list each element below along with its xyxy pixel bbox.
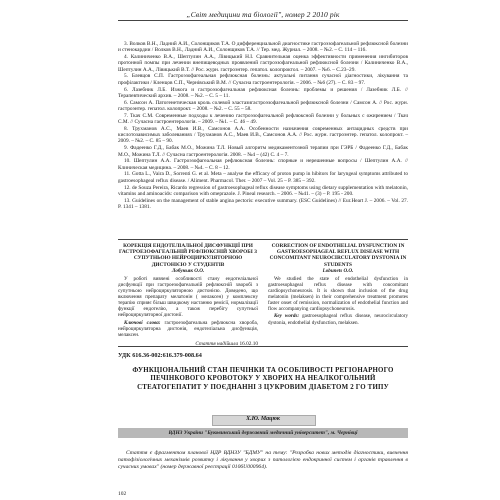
- reference-item: 11. Gotta L., Vaira D., Sorrenti G. et al. Meta – analyse the efficacy of proton pump in hibitors for laryngeal symptoms attributed to gastroesophageal reflux disease. / Aliment. Pharmacol. Ther. – 2007 – Vol. 25 – P. 385 – 392.: [118, 171, 408, 184]
- article-intro: Стаття є фрагментом планової НДР ВДНЗУ "БДМУ" на тему: "Розробка нових методів діагностики, вивчення патофізіологічних механізмів розвитку і лікування у хворих з патологією ендокринної систем і органів травлення в сучасних умовах" (номер державної реєстрації 0106U000964).: [118, 450, 408, 470]
- page-number: 102: [118, 491, 127, 497]
- reference-item: 13. Guidelines on the management of stable angina pectoris: executive summary. (ESC Guidelines) // Eur.Heart J. – 2006. – Vol. 27. P. 1341 – 1381.: [118, 197, 408, 210]
- article-title: ФУНКЦІОНАЛЬНИЙ СТАН ПЕЧІНКИ ТА ОСОБЛИВОСТІ РЕГІОНАРНОГО ПЕЧІНКОВОГО КРОВОТОКУ У ХВОРИХ НА НЕАЛКОГОЛЬНИЙ СТЕАТОГЕПАТИТ У ПОЄДНАННІ З ЦУКРОВИМ ДІАБЕТОМ 2 ГО ТИПУ: [132, 367, 394, 391]
- section-divider: [118, 239, 408, 240]
- abstract-body: У роботі вивчені особливості стану ендотеліальної дисфункції при гастроезофагеальній рефлюксній хворобі з супутньою нейроциркуляторною дистонією. Доведено, що включення препарату мелатонін ( мелаксен) у комплексну терапію сприяє більш швидкому настанню ремісії, нормалізації функції ендотелію, а також перебігу супутньої нейроциркуляторної дистонії.: [118, 275, 258, 319]
- reference-item: 3. Волков В.Н., Ладний А.И., Солонщиков Т.А. О дифференциальной диагностике гастроэзофагеальной рефлюксной болезни и стенокардии / Волков В.Н., Ладний А.И., Солонщиков Т.А. // Тер. мед. Журнал. – 2008. – №2. – С. 114 – 116.: [118, 41, 408, 54]
- reference-item: 10. Шептулин А.А. Гастроэзофагеальная рефлюксная болезнь: спорные и нерешенные вопросы / Шептулин А.А. // Клиническая медицина. – 2008. – №4. – С. 8 – 12.: [118, 158, 408, 171]
- header-rule: [118, 20, 408, 21]
- reference-item: 12. de Souza Pereira, Ricardo regression of gastroesophageal reflux disease symptoms using dietary supplementation with melatonin, vitamins and aminoacids: comparison with omeprazole. J. Pineal research. – 2006. – №41. – (3) – P. 195 - 200.: [118, 184, 408, 197]
- udc-code: УДК 616.36-002:616.379-008.64: [118, 352, 202, 359]
- keywords-label: Key words:: [274, 313, 300, 320]
- reference-item: 6. Самсон А. Патогенетическая кроль солевой эластазигастроэзофагеальной рефлюксной болезни / Самсон А. // Рос. журн. гастроэнтер. гепатол. колопрокт. – 2008. – №2. – С. 55 – 58.: [118, 99, 408, 112]
- received-label: Стаття надійшла: [195, 340, 239, 347]
- abstract-authors: Лобуньяк О.О.: [171, 267, 205, 274]
- abstract-authors: Lobunets O.O.: [322, 267, 354, 274]
- abstract-english: [268, 243, 408, 327]
- reference-item: 6. Лазебник Л.Б. Изжога и гастроэзофагеальная рефлюксная болезнь: проблемы и решения / Лазебник Л.Б. // Терапевтический архив. – 2008. – №2. – С. 5 – 11.: [118, 86, 408, 99]
- abstract-keywords: [268, 313, 408, 325]
- abstract-keywords: [118, 320, 258, 338]
- reference-item: 7. Ткач С.М. Современные подходы к лечению гастроэзофагеальной рефлюксной болезни у больных с ожирением / Ткач С.М. // Сучасна гастроентерологія. – 2009. – №1. – С. 46 – 49.: [118, 112, 408, 126]
- journal-header: „Світ медицини та біології", номер 2 2010 рік: [186, 10, 340, 19]
- keywords-label: Ключові слова:: [124, 319, 161, 326]
- reference-item: 9. Фадеенко Г.Д., Бабак М.О., Можина Т.Л. Новый алгоритм медикаментозной терапии при ГЭРБ / Фадеенко Г.Д., Бабак М.О., Можина Т.Л. // Сучасна гастроентерологія. 2008. – №4 – (42) С. 4 – 7.: [118, 145, 408, 158]
- abstract-title: КОРЕКЦІЯ ЕНДОТЕЛІАЛЬНОЇ ДИСФУНКЦІЇ ПРИ ГАСТРОЕЗОФАГЕАЛЬНІЙ РЕФЛЮКСНІЙ ХВОРОБІ З СУПУТНЬОЮ НЕЙРОЦИРКУЛЯТОРНОЮ ДИСТОНІЄЮ У СТУДЕНТІВ: [119, 243, 257, 268]
- reference-item: 5. Блевцов С.П. Гастроэзофагеальная рефлюксная болезнь: актуальні питання сучасної діагностики, лікування та профілактики / Кленцов С.П., Чернівський В.М. // Сучасна гастроентерологія. – 2006. – №6 (27). – С. 83 – 97.: [118, 73, 408, 86]
- abstract-title: CORRECTION OF ENDOTHELIAL DYSFUNCTION IN GASTROESOPHAGEAL REFLUX DISEASE WITH CONCOMITANT NEUROCIRCULATORY DYSTONIA IN STUDENTS: [269, 243, 407, 268]
- keywords-text: гастроезофагеальна рефлюксна хвороба, нейроциркуляторна дистонія, ендотеліальна дисфункція, мелаксен.: [118, 319, 258, 338]
- received-date: 16.02.10: [239, 340, 258, 347]
- abstract-ukrainian: [118, 243, 258, 347]
- institution-name: ВДНЗ України "Буковинський державний медичний університет", м. Чернівці: [168, 430, 358, 436]
- abstract-body: We studied the state of endothelial dysfunction in gastroesophageal reflux disease with concomitant cardiopsychoneurosis. It is shown that inclusion of the drug melatonin (melaksen) in their comprehensive treatment promotes faster onset of remission, normalization of endothelial function and flow accompanying cardiopsychoneurosis.: [268, 275, 408, 313]
- reference-item: 8. Трухманов А.С., Маев И.В., Самсонов А.А. Особенности назначения современных антацидных средств при кислотозависимых заболеваниях / Трухманов А.С., Маев И.В., Самсонов А.А. // Рос. журн. гастроэнтер. гепатол. колопрокт. – 2009. – №2. – С. 85 – 90.: [118, 125, 408, 145]
- reference-item: 4. Калиниченко В.А., Шептулин А.А., Лівицький Н.І. Сравнительная оценка эффективности применения ингибиторов протонной помпы при лечении внепищеводных проявлений гастроэзофагеальной рефлюксной болезни / Калиниченко В.А., Шептулин А.А., Лівицький В.Т. // Рос. журн. гастроэнтер. гепатол. колопроктол. – 2007. – №6. – С.23–29.: [118, 54, 408, 73]
- article-authors: Х.Ю. Мацюк: [246, 416, 280, 422]
- reference-list: [118, 41, 408, 211]
- section-divider: [118, 346, 408, 347]
- keywords-text: gastroesophageal reflux disease, neurocirculatory dystonia, endothelial dysfunction, melaksen.: [268, 313, 408, 326]
